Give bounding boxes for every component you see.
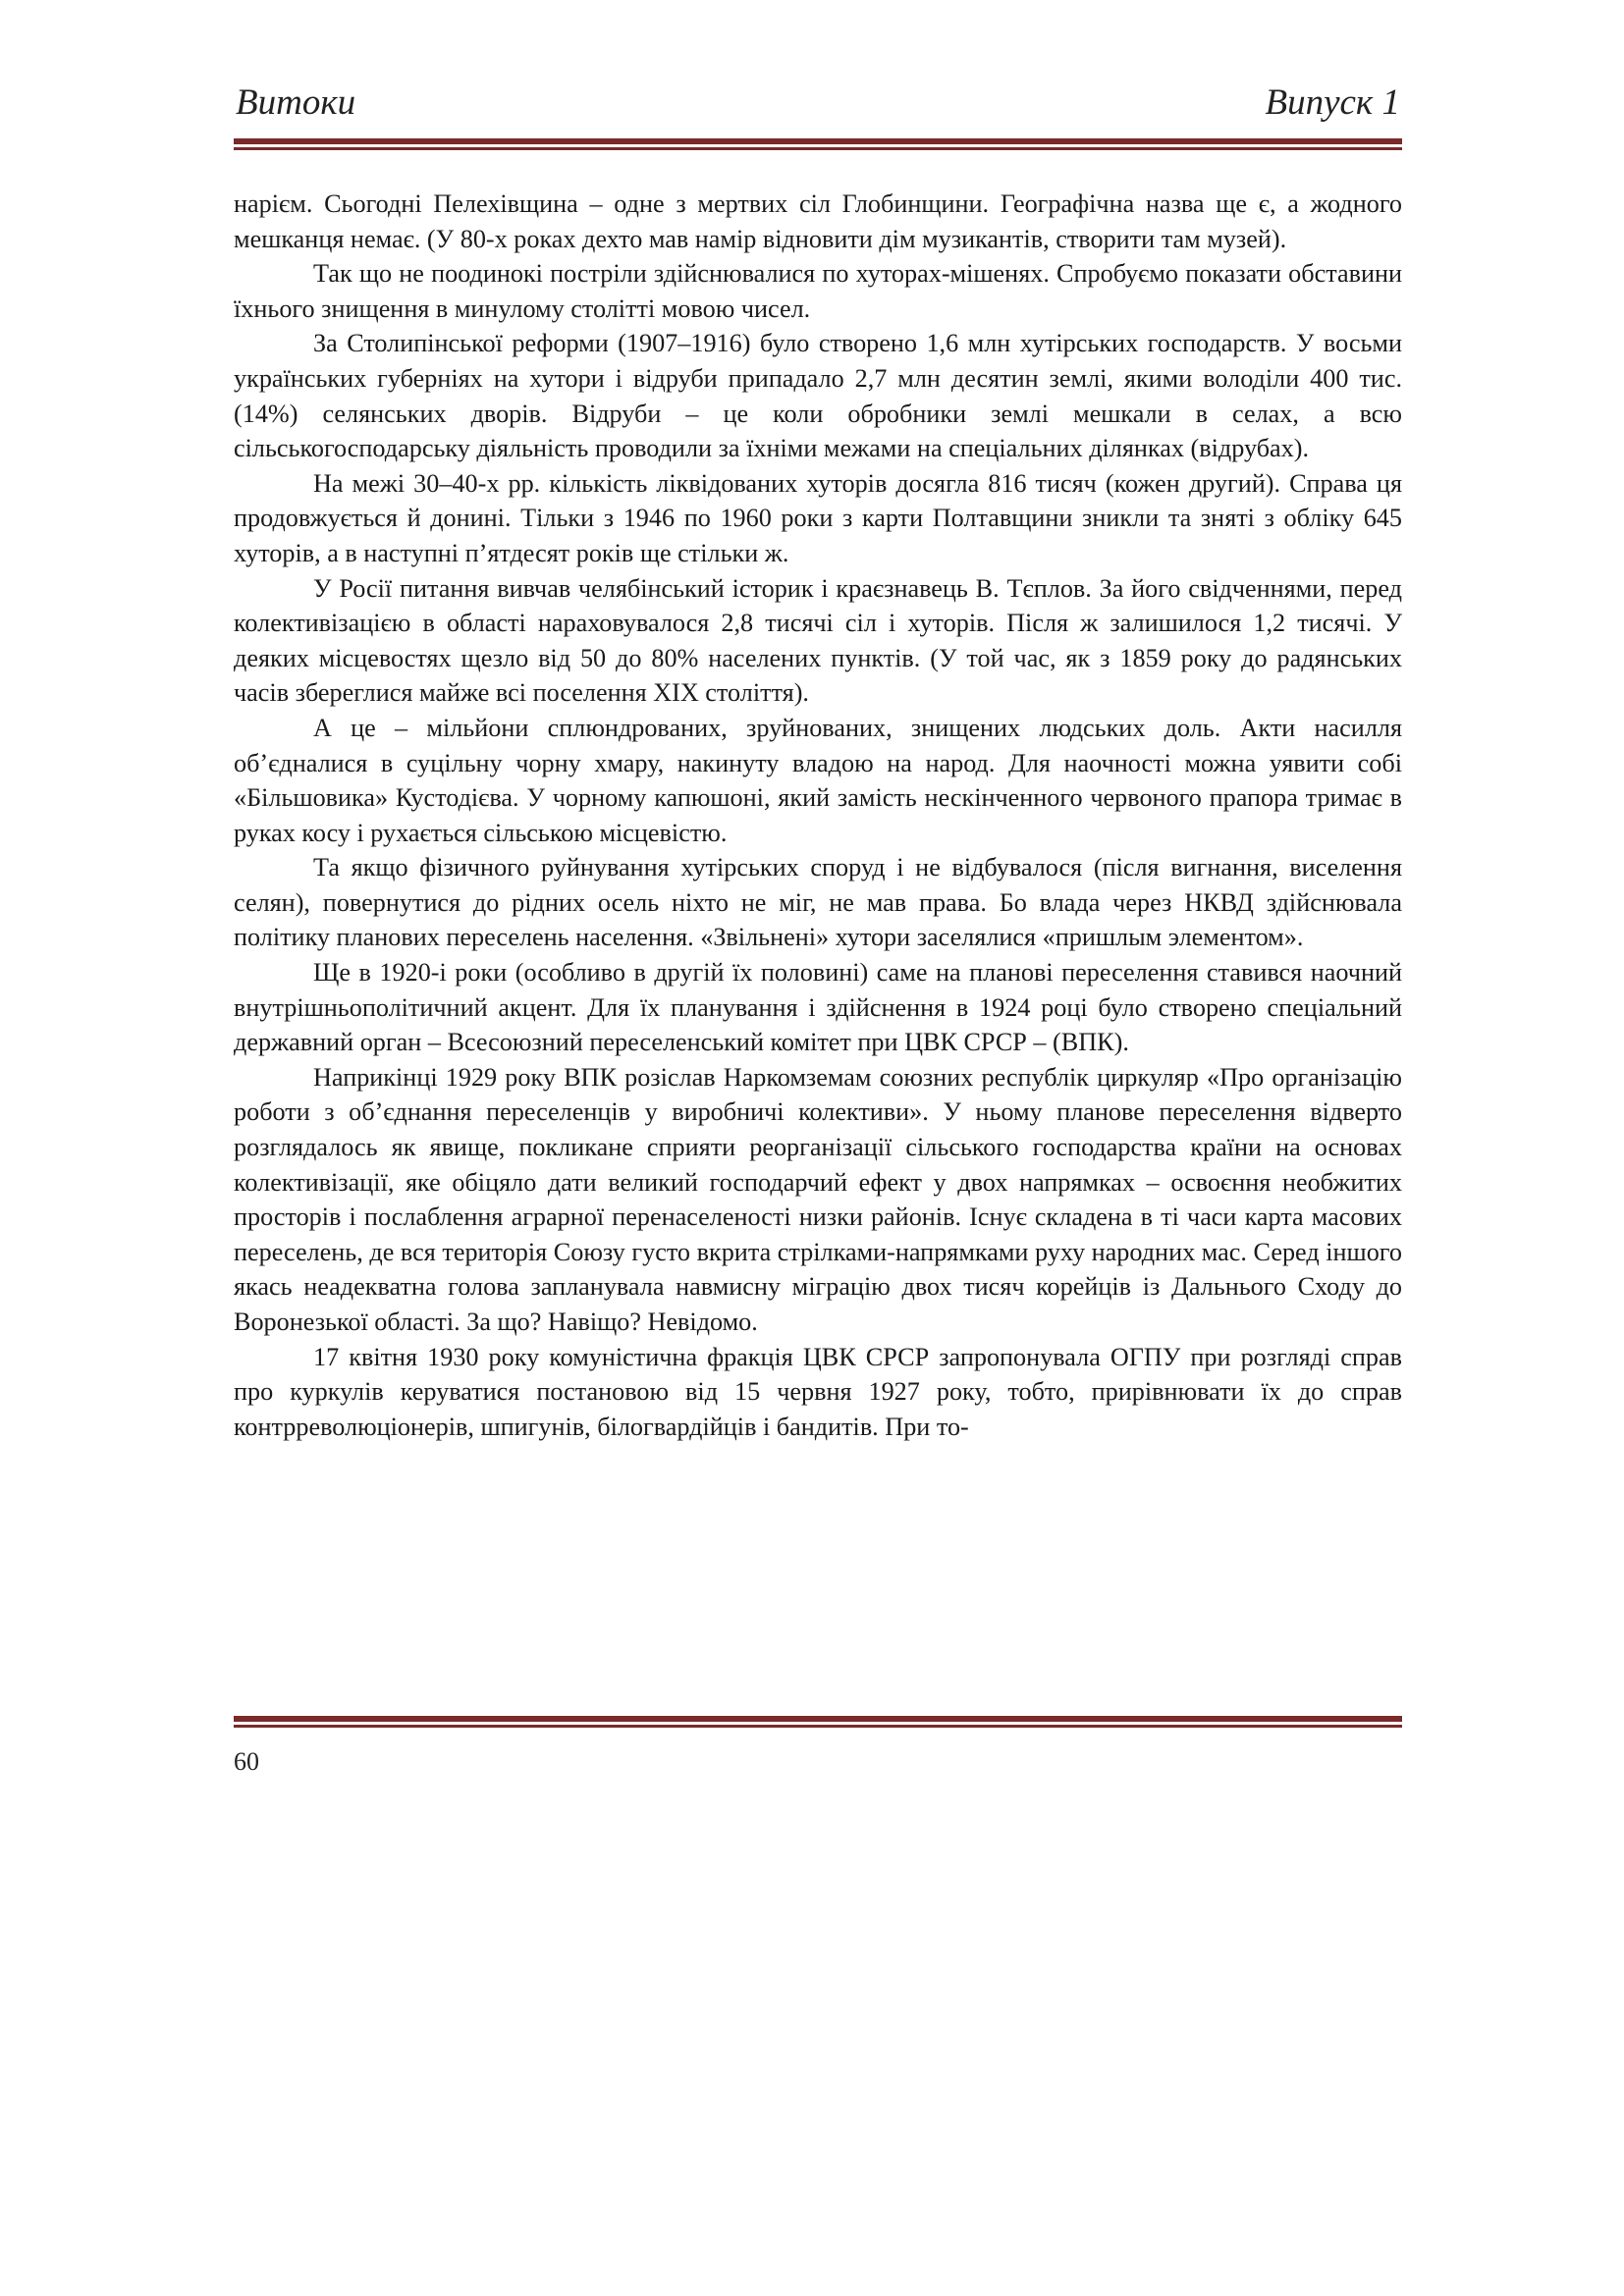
header-rule-thin xyxy=(234,147,1402,150)
journal-title: Витоки xyxy=(236,82,356,123)
issue-label: Випуск 1 xyxy=(1265,82,1400,123)
paragraph: Ще в 1920-і роки (особливо в другій їх половині) саме на планові переселення ставився наочний внутрішньополітичний акцент. Для їх планування і здійснення в 1924 році було створено спеціальний державний орган – Всесоюзний переселенський комітет при ЦВК СРСР – (ВПК). xyxy=(234,958,1402,1057)
paragraph: У Росії питання вивчав челябінський історик і краєзнавець В. Тєплов. За його свідченнями, перед колективізацією в області нараховувалося 2,8 тисячі сіл і хуторів. Після ж залишилося 1,2 тисячі. У деяких місцевостях щезло від 50 до 80% населених пунктів. (У той час, як з 1859 року до радянських часів збереглися майже всі поселення XIX століття). xyxy=(234,573,1402,708)
paragraph: За Столипінської реформи (1907–1916) було створено 1,6 млн хутірських господарств. У восьми українських губерніях на хутори і відруби припадало 2,7 млн десятин землі, якими володіли 400 тис. (14%) селянських дворів. Відруби – це коли обробники землі мешкали в селах, а всю сільськогосподарську діяльність проводили за їхніми межами на спеціальних ділянках (відрубах). xyxy=(234,329,1402,463)
footer-rule xyxy=(234,1716,1402,1728)
page-number: 60 xyxy=(234,1747,259,1776)
footer-rule-thin xyxy=(234,1725,1402,1728)
paragraph: нарієм. Сьогодні Пелехівщина – одне з мертвих сіл Глобинщини. Географічна назва ще є, а жодного мешканця немає. (У 80-х роках дехто мав намір відновити дім музикантів, створити там музей). xyxy=(234,189,1402,253)
paragraph: А це – мільйони сплюндрованих, зруйнованих, знищених людських доль. Акти насилля об’єдналися в суцільну чорну хмару, накинуту владою на народ. Для наочності можна уявити собі «Більшовика» Кустодієва. У чорному капюшоні, який замість нескінченного червоного прапора тримає в руках косу і рухається сільською місцевістю. xyxy=(234,713,1402,847)
header-rule xyxy=(234,138,1402,150)
article-body xyxy=(234,187,1402,1444)
paragraph: Так що не поодинокі постріли здійснювалися по хуторах-мішенях. Спробуємо показати обставини їхнього знищення в минулому столітті мовою чисел. xyxy=(234,259,1402,323)
paragraph: Та якщо фізичного руйнування хутірських споруд і не відбувалося (після вигнання, виселення селян), повернутися до рідних осель ніхто не міг, не мав права. Бо влада через НКВД здійснювала політику планових переселень населення. «Звільнені» хутори заселялися «пришлым элементом». xyxy=(234,853,1402,952)
paragraph: Наприкінці 1929 року ВПК розіслав Наркомземам союзних республік циркуляр «Про організацію роботи з об’єднання переселенців у виробничі колективи». У ньому планове переселення відверто розглядалось як явище, покликане сприяти реорганізації сільського господарства країни на основах колективізації, яке обіцяло дати великий господарчий ефект у двох напрямках – освоєння необжитих просторів і послаблення аграрної перенаселеності низки районів. Існує складена в ті часи карта масових переселень, де вся територія Союзу густо вкрита стрілками-напрямками руху народних мас. Серед іншого якась неадекватна голова запланувала навмисну міграцію двох тисяч корейців із Дальнього Сходу до Воронезької області. За що? Навіщо? Невідомо. xyxy=(234,1062,1402,1336)
paragraph: На межі 30–40-х рр. кількість ліквідованих хуторів досягла 816 тисяч (кожен другий). Справа ця продовжується й донині. Тільки з 1946 по 1960 роки з карти Полтавщини зникли та зняті з обліку 645 хуторів, а в наступні п’ятдесят років ще стільки ж. xyxy=(234,468,1402,567)
paragraph: 17 квітня 1930 року комуністична фракція ЦВК СРСР запропонувала ОГПУ при розгляді справ про куркулів керуватися постановою від 15 червня 1927 року, тобто, прирівнювати їх до справ контрреволюціонерів, шпигунів, білогвардійців і бандитів. При то- xyxy=(234,1342,1402,1441)
running-header xyxy=(234,80,1402,130)
